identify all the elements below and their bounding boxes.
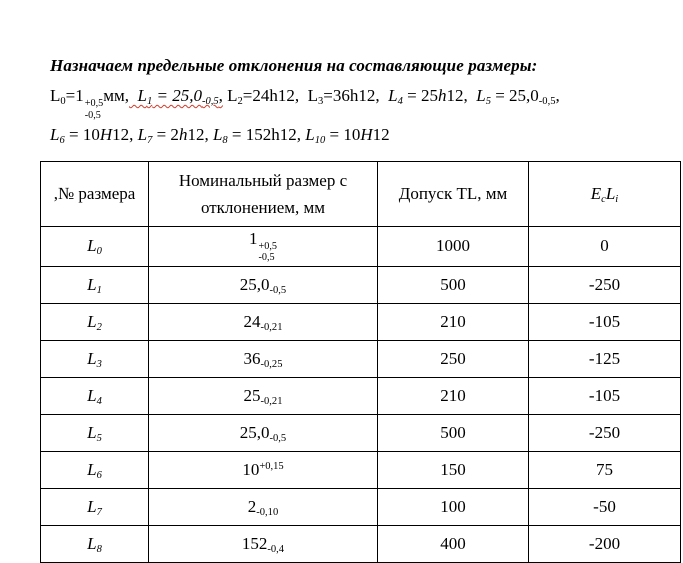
tolerance-cell: 500	[378, 267, 529, 304]
tolerance-cell: 210	[378, 304, 529, 341]
ecli-cell: -105	[529, 304, 681, 341]
formula-line-2: $L_6 = 10H12$, $L_7 = 2h12$, $L_8 = 152h12$, $L_{10} = 10H12$	[50, 124, 390, 146]
table-row	[41, 415, 681, 452]
size-label-cell: $L_6$	[41, 452, 149, 489]
nominal-size-cell: $152_{-0,4}$	[149, 526, 378, 563]
table-row	[41, 489, 681, 526]
ecli-cell: -125	[529, 341, 681, 378]
nominal-size-cell: $36_{-0,25}$	[149, 341, 378, 378]
nominal-size-cell: $2_{-0,10}$	[149, 489, 378, 526]
header-ecli: $E_cL_i$	[529, 161, 681, 226]
size-label-cell: $L_8$	[41, 526, 149, 563]
nominal-size-cell: $25,0_{-0,5}$	[149, 415, 378, 452]
size-label-cell: $L_2$	[41, 304, 149, 341]
nominal-size-cell: $24_{-0,21}$	[149, 304, 378, 341]
size-table	[40, 161, 681, 563]
nominal-size-cell: 1 +0,5 -0,5	[149, 226, 378, 267]
ecli-cell: 75	[529, 452, 681, 489]
size-label-cell: $L_0$	[41, 226, 149, 267]
header-size-number: ,№ размера	[41, 161, 149, 226]
size-label-cell: $L_1$	[41, 267, 149, 304]
table-row	[41, 267, 681, 304]
nominal-size-cell: $25_{-0,21}$	[149, 378, 378, 415]
table-row	[41, 378, 681, 415]
tolerance-cell: 210	[378, 378, 529, 415]
formula-line-1: $L_0=1$ +0,5 -0,5 мм, $L_1 = 25,0_{-0,5}$, $L_2=24h12$, $L_3=36h12$, $L_4 = 25h12$, $L_5 = 25,0_{-0,5}$,	[50, 86, 560, 121]
section-heading: Назначаем предельные отклонения на составляющие размеры:	[50, 56, 538, 75]
ecli-cell: -105	[529, 378, 681, 415]
tolerance-cell: 1000	[378, 226, 529, 267]
nominal-size-cell: $10^{+0,15}$	[149, 452, 378, 489]
table-row	[41, 304, 681, 341]
ecli-cell: -50	[529, 489, 681, 526]
tolerance-cell: 500	[378, 415, 529, 452]
size-label-cell: $L_3$	[41, 341, 149, 378]
nominal-size-cell: $25,0_{-0,5}$	[149, 267, 378, 304]
tolerance-cell: 100	[378, 489, 529, 526]
tolerance-cell: 400	[378, 526, 529, 563]
size-label-cell: $L_4$	[41, 378, 149, 415]
size-label-cell: $L_5$	[41, 415, 149, 452]
tolerance-cell: 250	[378, 341, 529, 378]
table-header-row	[41, 161, 681, 226]
table-row	[41, 526, 681, 563]
size-label-cell: $L_7$	[41, 489, 149, 526]
ecli-cell: 0	[529, 226, 681, 267]
table-row	[41, 452, 681, 489]
ecli-cell: -200	[529, 526, 681, 563]
header-nominal-size: Номинальный размер с отклонением, мм	[149, 161, 378, 226]
header-tolerance: Допуск TL, мм	[378, 161, 529, 226]
tolerance-cell: 150	[378, 452, 529, 489]
ecli-cell: -250	[529, 415, 681, 452]
size-table-body	[41, 226, 681, 563]
ecli-cell: -250	[529, 267, 681, 304]
table-row	[41, 226, 681, 267]
table-row	[41, 341, 681, 378]
